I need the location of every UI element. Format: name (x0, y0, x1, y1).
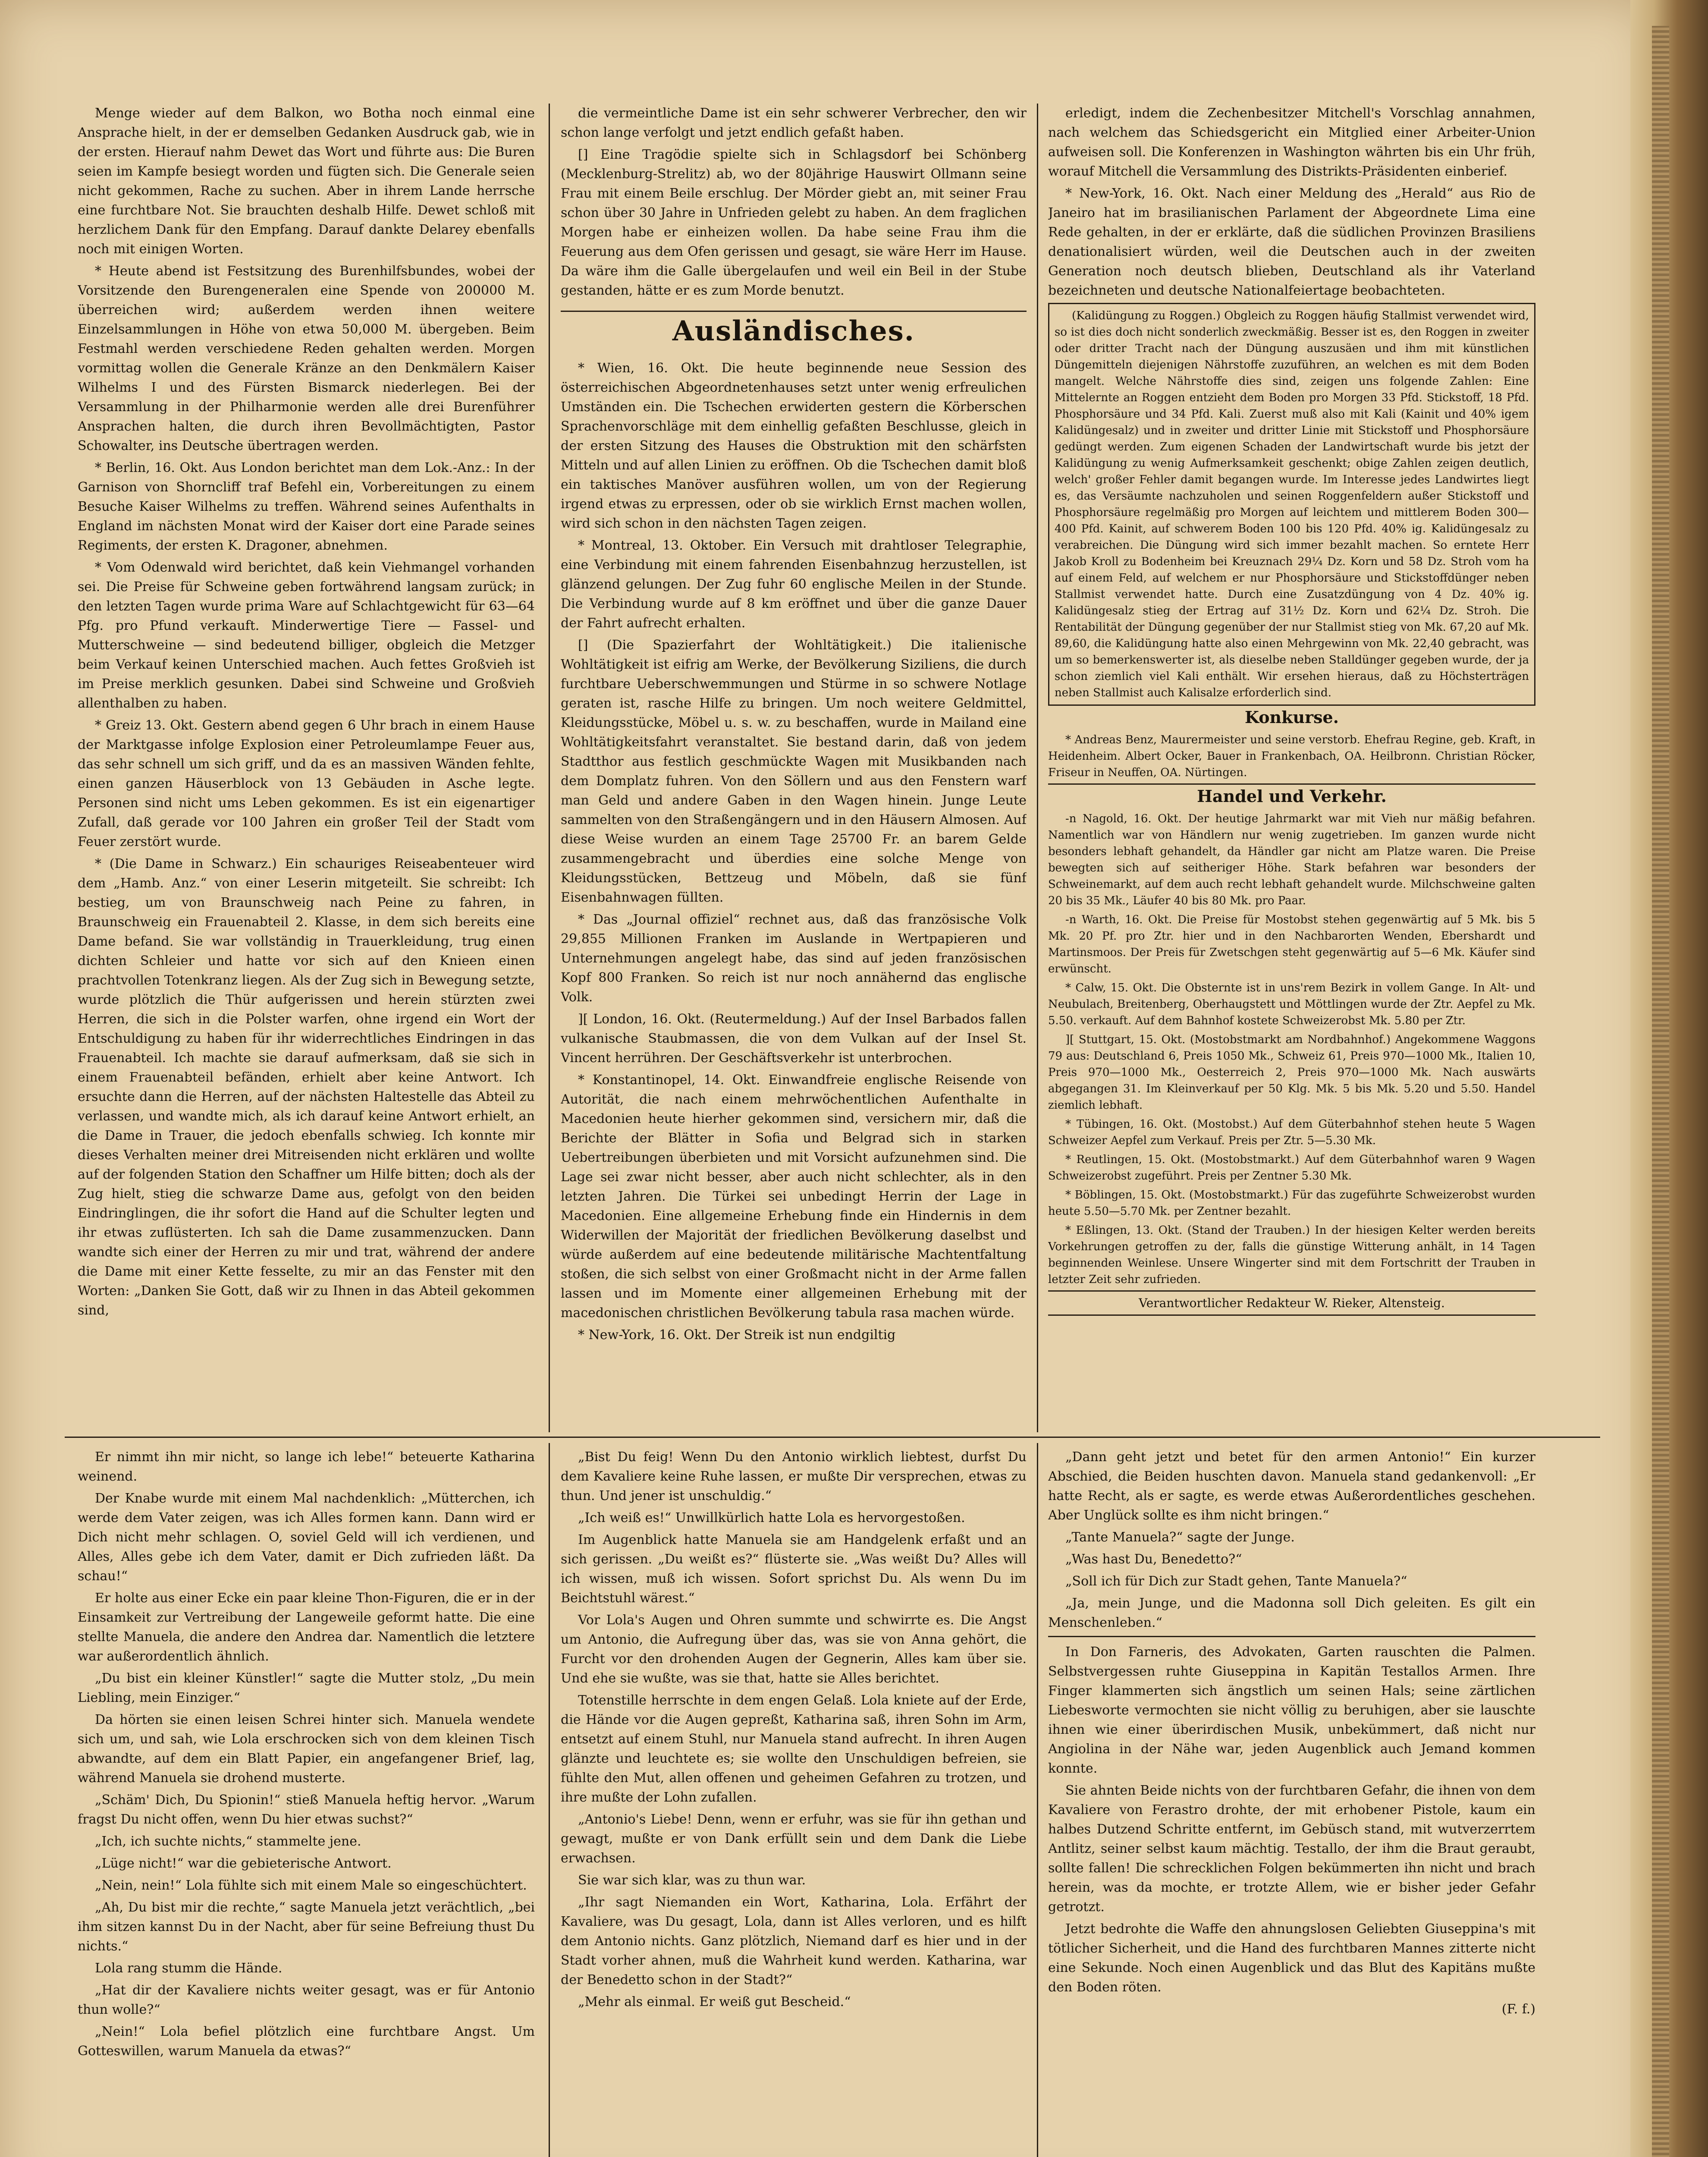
scene-break-rule (1048, 1636, 1535, 1637)
column-rule (549, 104, 550, 1432)
story-paragraph: „Ja, mein Junge, und die Madonna soll Dich geleiten. Es gilt ein Menschenleben.“ (1048, 1596, 1535, 1630)
section-heading-handel: Handel und Verkehr. (1048, 783, 1535, 808)
kalidungung-box (1048, 303, 1535, 706)
story-paragraph: In Don Farneris, des Advokaten, Garten rauschten die Palmen. Selbstvergessen ruhte Giuseppina in Kapitän Testallos Armen. Ihre Finger klammerten sich ängstlich um seinen Hals; seine zärtlichen Liebesworte vermochten sie nicht völlig zu beruhigen, aber sie lauschte ihnen wie einer überirdischen Musik, unbekümmert, daß nicht nur Angiolina in der Nähe war, jeden Augenblick auch Jemand kommen konnte. (1048, 1644, 1535, 1776)
story-paragraph: Da hörten sie einen leisen Schrei hinter sich. Manuela wendete sich um, und sah, wie Lola erschrocken sich von dem kleinen Tisch abwandte, auf dem ein Blatt Papier, ein angefangener Brief, lag, während Manuela sie drohend musterte. (78, 1712, 535, 1786)
news-item: [] (Die Spazierfahrt der Wohltätigkeit.) Die italienische Wohltätigkeit ist eifrig am Werke, der Bevölkerung Siziliens, die durch furchtbare Ueberschwemmungen und Stürme in so schwere Notlage geraten ist, rasche Hilfe zu bringen. Um noch weitere Geldmittel, Kleidungsstücke, Möbel u. s. w. zu beschaffen, wurde in Mailand eine Wohltätigkeitsfahrt veranstaltet. Sie bestand darin, daß von jedem Stadtthor aus festlich geschmückte Wagen mit Musikbanden nach dem Domplatz fuhren. Von den Söllern und aus den Fenstern warf man Geld und andere Gaben in den Wagen hinein. Junge Leute sammelten von den Straßengängern und in den Häusern Almosen. Auf diese Weise wurden an einem Tage 25700 Fr. an barem Gelde zusammengebracht und überdies eine solche Menge von Kleidungsstücken, Bettzeug und Möbeln, daß sie fünf Eisenbahnwagen füllten. (561, 638, 1027, 905)
market-report: * Tübingen, 16. Okt. (Mostobst.) Auf dem Güterbahnhof stehen heute 5 Wagen Schweizer Aepfel zum Verkauf. Preis per Ztr. 5—5.30 Mk. (1048, 1118, 1535, 1147)
story-paragraph: „Lüge nicht!“ war die gebieterische Antwort. (95, 1856, 392, 1871)
column-rule (1037, 104, 1038, 1432)
news-item: * Montreal, 13. Oktober. Ein Versuch mit drahtloser Telegraphie, eine Verbindung mit einem fahrenden Eisenbahnzug herzustellen, ist glänzend gelungen. Der Zug fuhr 60 englische Meilen in der Stunde. Die Verbindung wurde auf 8 km eröffnet und über die ganze Dauer der Fahrt aufrecht erhalten. (561, 538, 1027, 631)
news-item: Menge wieder auf dem Balkon, wo Botha noch einmal eine Ansprache hielt, in der er demselben Gedanken Ausdruck gab, wie in der ersten. Hierauf nahm Dewet das Wort und führte aus: Die Buren seien im Kampfe besiegt worden und fügten sich. Die Generale seien nicht gekommen, Rache zu suchen. Aber in ihrem Lande herrsche eine furchtbare Not. Sie brauchten deshalb Hilfe. Dewet schloß mit herzlichem Dank für den Empfang. Darauf dankte Delarey ebenfalls noch mit einigen Worten. (78, 106, 535, 257)
binding-edge (1652, 26, 1669, 2157)
story-paragraph: Jetzt bedrohte die Waffe den ahnungslosen Geliebten Giuseppina's mit tötlicher Sicherheit, und die Hand des furchtbaren Mannes zitterte nicht eine Sekunde. Noch einen Augenblick und das Blut des Kapitäns mußte den Boden röten. (1048, 1921, 1535, 1995)
story-paragraph: Totenstille herrschte in dem engen Gelaß. Lola kniete auf der Erde, die Hände vor die Augen gepreßt, Katharina saß, ihren Sohn im Arm, entsetzt auf einem Stuhl, nur Manuela stand aufrecht. In ihren Augen glänzte und leuchtete es; sie wollte den Unschuldigen befreien, sie fühlte den Mut, allen offenen und geheimen Gefahren zu trotzen, und ihre mußte der Lohn zufallen. (561, 1693, 1027, 1805)
column-rule (549, 1443, 550, 2157)
kalidungung-text: (Kalidüngung zu Roggen.) Obgleich zu Roggen häufig Stallmist verwendet wird, so ist dies doch nicht sonderlich zweckmäßig. Besser ist es, den Roggen in zweiter oder dritter Tracht nach der Düngung auszusäen und ihm mit künstlichen Düngemitteln diejenigen Nährstoffe zuzuführen, an welchen es mit dem Boden mangelt. Welche Nährstoffe dies sind, zeigen uns folgende Zahlen: Eine Mittelernte an Roggen entzieht dem Boden pro Morgen 33 Pfd. Stickstoff, 18 Pfd. Phosphorsäure und 34 Pfd. Kali. Zuerst muß also mit Kali (Kainit und 40% igem Kalidüngesalz) und in zweiter und dritter Linie mit Stickstoff und Phosphorsäure gedüngt werden. Zum eigenen Schaden der Landwirtschaft wurde bis jetzt der Kalidüngung zu wenig Aufmerksamkeit geschenkt; obige Zahlen zeigen deutlich, welch' großer Fehler damit begangen wurde. Im Interesse jedes Landwirtes liegt es, das Versäumte nachzuholen und seinen Roggenfeldern außer Stickstoff und Phosphorsäure regelmäßig pro Morgen auf leichtem und mittlerem Boden 300—400 Pfd. Kainit, auf schwerem Boden 100 bis 120 Pfd. 40% ig. Kalidüngesalz zu verabreichen. Die Düngung wird sich immer bezahlt machen. So erntete Herr Jakob Kroll zu Bodenheim bei Kreuznach 29¼ Dz. Korn und 58 Dz. Stroh vom ha auf einem Feld, auf welchem er nur Phosphorsäure und Stickstoffdünger neben Stallmist verwendet hatte. Durch eine Zusatzdüngung von 4 Dz. 40% ig. Kalidüngesalz stieg der Ertrag auf 31½ Dz. Korn und 62¼ Dz. Stroh. Die Rentabilität der Düngung gegenüber der nur Stallmist stieg von Mk. 67,20 auf Mk. 89,60, die Kalidüngung hatte also einen Mehrgewinn von Mk. 22,40 gebracht, was um so bemerkenswerter ist, als dieselbe neben Stalldünger gegeben wurde, der ja schon ziemlich viel Kali enthält. Wir ersehen hieraus, daß zu Höchsterträgen neben Stallmist auch Kalisalze erforderlich sind. (1055, 309, 1529, 699)
konkurse-text: * Andreas Benz, Maurermeister und seine verstorb. Ehefrau Regine, geb. Kraft, in Heidenheim. Albert Ocker, Bauer in Frankenbach, OA. Heilbronn. Christian Röcker, Friseur in Neuffen, OA. Nürtingen. (1048, 733, 1535, 779)
story-paragraph: Er holte aus einer Ecke ein paar kleine Thon-Figuren, die er in der Einsamkeit zur Vertreibung der Langeweile geformt hatte. Die eine stellte Manuela, die andere den Andrea dar. Namentlich die letztere war außerordentlich ähnlich. (78, 1591, 535, 1664)
story-paragraph: Vor Lola's Augen und Ohren summte und schwirrte es. Die Angst um Antonio, die Aufregung über das, was sie von Anna gehört, die Furcht vor den drohenden Augen der Gegnerin, Alles kam über sie. Und ehe sie wußte, was sie that, hatte sie Alles berichtet. (561, 1613, 1027, 1686)
feuilleton-column-2 (561, 1447, 1027, 2157)
news-item: * Berlin, 16. Okt. Aus London berichtet man dem Lok.-Anz.: In der Garnison von Shorncliff traf Befehl ein, Vorbereitungen zu einem Besuche Kaiser Wilhelms zu treffen. Während seines Aufenthalts in England im nächsten Monat wird der Kaiser dort eine Parade seines Regiments, der ersten K. Dragoner, abnehmen. (78, 460, 535, 553)
news-item: * New-York, 16. Okt. Der Streik ist nun endgiltig (578, 1327, 896, 1343)
news-item: * Konstantinopel, 14. Okt. Einwandfreie englische Reisende von Autorität, die nach einem mehrwöchentlichen Aufenthalte in Macedonien heute hierher gekommen sind, versichern mir, daß die Berichte der Blätter in Sofia und Belgrad sich in starken Uebertreibungen überbieten und mit Vorsicht aufzunehmen sind. Die Lage sei zwar nicht besser, aber auch nicht schlechter, als in den letzten Jahren. Die Türkei sei unbedingt Herrin der Lage in Macedonien. Eine allgemeine Erhebung finde ein Hindernis in dem Widerwillen der Majorität der friedlichen Bevölkerung daselbst und würde außerdem auf eine bedeutende militärische Machtentfaltung stoßen, die sich selbst von einer Großmacht nicht in der Arme fallen lassen und im Momente einer allgemeinen Erhebung mit der macedonischen christlichen Bevölkerung tabula rasa machen würde. (561, 1072, 1027, 1321)
market-report: * Reutlingen, 15. Okt. (Mostobstmarkt.) Auf dem Güterbahnhof waren 9 Wagen Schweizerobst zugeführt. Preis per Zentner 5.30 Mk. (1048, 1153, 1535, 1182)
story-paragraph: „Mehr als einmal. Er weiß gut Bescheid.“ (578, 1994, 851, 2009)
news-item: * Wien, 16. Okt. Die heute beginnende neue Session des österreichischen Abgeordnetenhauses setzt unter wenig erfreulichen Umständen ein. Die Tschechen erwiderten gestern die Körberschen Sprachenvorschläge mit dem einhellig gefaßten Beschlusse, gleich in der ersten Sitzung des Hauses die Obstruktion mit den schärfsten Mitteln und auf allen Linien zu eröffnen. Ob die Tschechen damit bloß ein taktisches Manöver ausführen wollen, um von der Regierung irgend etwas zu erpressen, oder ob sie wirklich Ernst machen wollen, wird sich schon in den nächsten Tagen zeigen. (561, 361, 1027, 531)
story-paragraph: „Ihr sagt Niemanden ein Wort, Katharina, Lola. Erfährt der Kavaliere, was Du gesagt, Lola, dann ist Alles verloren, und es hilft dem Antonio nichts. Ganz plötzlich, Niemand darf es hier und in der Stadt vorher ahnen, muß die Wahrheit kund werden. Katharina, war der Benedetto schon in der Stadt?“ (561, 1895, 1027, 1987)
story-paragraph: Im Augenblick hatte Manuela sie am Handgelenk erfaßt und an sich gerissen. „Du weißt es?“ flüsterte sie. „Was weißt Du? Alles will ich wissen, muß ich wissen. Sofort sprichst Du. Als wenn Du im Beichtstuhl wärest.“ (561, 1532, 1027, 1606)
story-paragraph: „Ich, ich suchte nichts,“ stammelte jene. (95, 1834, 361, 1849)
story-paragraph: „Schäm' Dich, Du Spionin!“ stieß Manuela heftig hervor. „Warum fragst Du nicht offen, wenn Du hier etwas suchst?“ (78, 1792, 535, 1827)
feuilleton-column-1 (78, 1447, 535, 2157)
story-paragraph: „Soll ich für Dich zur Stadt gehen, Tante Manuela?“ (1065, 1574, 1407, 1589)
story-paragraph: „Hat dir der Kavaliere nichts weiter gesagt, was er für Antonio thun wolle?“ (78, 1983, 535, 2017)
news-item: * New-York, 16. Okt. Nach einer Meldung des „Herald“ aus Rio de Janeiro hat im brasilianischen Parlament der Abgeordnete Lima eine Rede gehalten, in der er erklärte, daß die südlichen Provinzen Brasiliens denationalisiert würden, weil die Deutschen auch in der zweiten Generation noch deutsch blieben, Deutschland als ihr Vaterland bezeichneten und deutsche Nationalfeiertage beobachteten. (1048, 186, 1535, 298)
feuilleton-rule (65, 1437, 1600, 1438)
story-paragraph: „Nein!“ Lola befiel plötzlich eine furchtbare Angst. Um Gotteswillen, warum Manuela da etwas?“ (78, 2024, 535, 2059)
story-paragraph: Der Knabe wurde mit einem Mal nachdenklich: „Mütterchen, ich werde dem Vater zeigen, was ich Alles formen kann. Dann wird er Dich nicht mehr schlagen. O, soviel Geld will ich verdienen, und Alles, Alles gebe ich dem Vater, damit er Dich zufrieden läßt. Da schau!“ (78, 1491, 535, 1584)
story-paragraph: „Tante Manuela?“ sagte der Junge. (1065, 1530, 1295, 1545)
story-paragraph: „Dann geht jetzt und betet für den armen Antonio!“ Ein kurzer Abschied, die Beiden huschten davon. Manuela stand gedankenvoll: „Er hatte Recht, als er sagte, es werde etwas Außerordentliches geschehen. Aber Unglück sollte es ihm nicht bringen.“ (1048, 1450, 1535, 1523)
story-paragraph: „Was hast Du, Benedetto?“ (1065, 1552, 1242, 1567)
news-item: erledigt, indem die Zechenbesitzer Mitchell's Vorschlag annahmen, nach welchem das Schiedsgericht ein Mitglied einer Arbeiter-Union aufweisen soll. Die Konferenzen in Washington währten bis ein Uhr früh, worauf Mitchell die Versammlung des Distrikts-Präsidenten einberief. (1048, 106, 1535, 179)
news-item: * Heute abend ist Festsitzung des Burenhilfsbundes, wobei der Vorsitzende den Burengeneralen eine Spende von 200000 M. überreichen wird; außerdem werden ihnen weitere Einzelsammlungen in Höhe von etwa 50,000 M. übergeben. Beim Festmahl werden verschiedene Reden gehalten werden. Morgen vormittag wollen die Generale Kränze an den Denkmälern Kaiser Wilhelms I und des Fürsten Bismarck niederlegen. Bei der Versammlung in der Philharmonie werden alle drei Burenführer Ansprachen halten, die durch ihren Bevollmächtigten, Pastor Schowalter, ins Deutsche übertragen werden. (78, 264, 535, 453)
news-item: * Vom Odenwald wird berichtet, daß kein Viehmangel vorhanden sei. Die Preise für Schweine geben fortwährend langsam zurück; in den letzten Tagen wurde prima Ware auf Schlachtgewicht für 63—64 Pfg. pro Pfund verkauft. Minderwertige Tiere — Fassel- und Mutterschweine — sind bedeutend billiger, obgleich die Metzger beim Verkauf keinen Unterschied machen. Auch fettes Großvieh ist im Preise merklich gesunken. Dabei sind Schweine und Großvieh allenthalben zu haben. (78, 560, 535, 711)
news-column-1 (78, 104, 535, 1432)
market-report: * Calw, 15. Okt. Die Obsternte ist in uns'rem Bezirk in vollem Gange. In Alt- und Neubulach, Breitenberg, Oberhaugstett und Möttlingen wurde der Ztr. Aepfel zu Mk. 5.50. verkauft. Auf dem Bahnhof kostete Schweizerobst Mk. 5.80 per Ztr. (1048, 981, 1535, 1027)
news-item: die vermeintliche Dame ist ein sehr schwerer Verbrecher, den wir schon lange verfolgt und jetzt endlich gefaßt haben. (561, 106, 1027, 140)
section-heading-konkurse: Konkurse. (1245, 707, 1339, 727)
news-item: * (Die Dame in Schwarz.) Ein schauriges Reiseabenteuer wird dem „Hamb. Anz.“ von einer Leserin mitgeteilt. Sie schreibt: Ich bestieg, um von Braunschweig nach Peine zu fahren, in Braunschweig ein Frauenabteil 2. Klasse, in dem sich bereits eine Dame befand. Sie war vollständig in Trauerkleidung, trug einen dichten Schleier und hatte vor sich auf den Knieen einen prachtvollen Totenkranz liegen. Als der Zug sich in Bewegung setzte, wurde plötzlich die Thür aufgerissen und herein stürzten zwei Herren, die sich in die Polster warfen, ohne irgend ein Wort der Entschuldigung zu haben für ihr widerrechtliches Eindringen in das Frauenabteil. Ich machte sie darauf aufmerksam, daß sie sich in einem Frauenabteil befänden, erhielt aber keine Antwort. Ich ersuchte dann die Herren, auf der nächsten Haltestelle das Abteil zu verlassen, und wandte mich, als ich darauf keine Antwort erhielt, an die Dame in Trauer, die jedoch ebenfalls schwieg. Ich konnte mir dieses Verhalten meiner drei Mitreisenden nicht erklären und wollte auf der folgenden Station den Schaffner um Hilfe bitten; doch als der Zug hielt, stieg die schwarze Dame aus, gefolgt von den beiden Eindringlingen, die ihr sofort die Hand auf die Schulter legten und ihr etwas zuflüsterten. Ich sah die Dame zusammenzucken. Dann wandte sich einer der Herren zu mir und trat, während der andere die Dame mit einer Kette fesselte, zu mir an das Fenster mit den Worten: „Danken Sie Gott, daß wir zu Ihnen in das Abteil gekommen sind, (78, 856, 535, 1318)
story-paragraph: Sie ahnten Beide nichts von der furchtbaren Gefahr, die ihnen von dem Kavaliere von Ferastro drohte, der mit erhobener Pistole, kaum ein halbes Dutzend Schritte entfernt, im Gebüsch stand, mit wutverzerrtem Antlitz, seiner selbst kaum mächtig. Testallo, der ihm die Braut geraubt, sollte fallen! Die schrecklichen Folgen bekümmerten ihn nicht und brach herein, was da mochte, er trotzte Allem, wie er bisher jeder Gefahr getrotzt. (1048, 1783, 1535, 1915)
story-paragraph: „Bist Du feig! Wenn Du den Antonio wirklich liebtest, durfst Du dem Kavaliere keine Ruhe lassen, er mußte Dir versprechen, etwas zu thun. Und jener ist unschuldig.“ (561, 1450, 1027, 1503)
news-item: [] Eine Tragödie spielte sich in Schlagsdorf bei Schönberg (Mecklenburg-Strelitz) ab, wo der 80jährige Hauswirt Ollmann seine Frau mit einem Beile erschlug. Der Mörder giebt an, mit seiner Frau schon über 30 Jahre in Unfrieden gelebt zu haben. An dem fraglichen Morgen habe er einheizen wollen. Da habe seine Frau ihm die Feuerung aus dem Ofen gerissen und gesagt, sie wäre Herr im Hause. Da wäre ihm die Galle übergelaufen und weil ein Beil in der Stube gestanden, hätte er es zum Morde benutzt. (561, 147, 1027, 298)
story-paragraph: Lola rang stumm die Hände. (95, 1961, 283, 1976)
book-spine (1630, 0, 1708, 2157)
continuation-mark: (F. f.) (1501, 2002, 1535, 2017)
story-paragraph: „Ich weiß es!“ Unwillkürlich hatte Lola es hervorgestoßen. (578, 1510, 965, 1525)
story-paragraph: „Ah, Du bist mir die rechte,“ sagte Manuela jetzt verächtlich, „bei ihm sitzen kannst Du in der Nacht, aber für seine Befreiung thust Du nichts.“ (78, 1900, 535, 1954)
market-report: * Eßlingen, 13. Okt. (Stand der Trauben.) In der hiesigen Kelter werden bereits Vorkehrungen getroffen zu der, falls die günstige Witterung anhält, in 14 Tagen beginnenden Weinlese. Unsere Wingerter sind mit dem Fortschritt der Trauben in letzter Zeit sehr zufrieden. (1048, 1224, 1535, 1286)
editor-line: Verantwortlicher Redakteur W. Rieker, Altensteig. (1048, 1290, 1535, 1316)
column-rule (1037, 1443, 1038, 2157)
market-report: ][ Stuttgart, 15. Okt. (Mostobstmarkt am Nordbahnhof.) Angekommene Waggons 79 aus: Deutschland 6, Preis 1050 Mk., Schweiz 61, Preis 970—1000 Mk., Italien 10, Preis 970—1000 Mk., Oesterreich 2, Preis 970—1000 Mk. Nach auswärts abgegangen 31. Im Kleinverkauf per 50 Klg. Mk. 5 bis Mk. 5.20 und 5.50. Handel ziemlich lebhaft. (1048, 1033, 1535, 1112)
market-report: -n Nagold, 16. Okt. Der heutige Jahrmarkt war mit Vieh nur mäßig befahren. Namentlich war von Händlern nur wenig zugetrieben. Im ganzen wurde nicht besonders lebhaft gehandelt, da Händler gar nicht am Platze waren. Die Preise bewegten sich auf seitheriger Höhe. Stark befahren war besonders der Schweinemarkt, auf dem auch recht lebhaft gehandelt wurde. Milchschweine galten 20 bis 35 Mk., Läufer 40 bis 80 Mk. pro Paar. (1048, 812, 1535, 907)
section-heading-auslaendisches: Ausländisches. (561, 311, 1027, 351)
story-paragraph: „Antonio's Liebe! Denn, wenn er erfuhr, was sie für ihn gethan und gewagt, mußte er von Dank erfüllt sein und dem Dank die Liebe erwachsen. (561, 1812, 1027, 1866)
story-paragraph: „Nein, nein!“ Lola fühlte sich mit einem Male so eingeschüchtert. (95, 1878, 527, 1893)
feuilleton-column-3 (1048, 1447, 1535, 2157)
market-report: * Böblingen, 15. Okt. (Mostobstmarkt.) Für das zugeführte Schweizerobst wurden heute 5.50—5.70 Mk. per Zentner bezahlt. (1048, 1189, 1535, 1218)
story-paragraph: „Du bist ein kleiner Künstler!“ sagte die Mutter stolz, „Du mein Liebling, mein Einziger.“ (78, 1671, 535, 1705)
news-item: * Das „Journal offiziel“ rechnet aus, daß das französische Volk 29,855 Millionen Franken im Auslande in Wertpapieren und Unternehmungen angelegt habe, das sind auf jeden französischen Kopf 800 Franken. So reich ist nur noch annähernd das englische Volk. (561, 912, 1027, 1005)
news-column-3 (1048, 104, 1535, 1432)
market-report: -n Warth, 16. Okt. Die Preise für Mostobst stehen gegenwärtig auf 5 Mk. bis 5 Mk. 20 Pf. pro Ztr. hier und in den Nachbarorten Wenden, Ebershardt und Martinsmoos. Der Preis für Zwetschgen steht gegenwärtig auf 5—6 Mk. Käufer sind erwünscht. (1048, 913, 1535, 975)
story-paragraph: Er nimmt ihn mir nicht, so lange ich lebe!“ beteuerte Katharina weinend. (78, 1450, 535, 1484)
story-paragraph: Sie war sich klar, was zu thun war. (578, 1873, 806, 1888)
news-column-2 (561, 104, 1027, 1432)
news-item: * Greiz 13. Okt. Gestern abend gegen 6 Uhr brach in einem Hause der Marktgasse infolge Explosion einer Petroleumlampe Feuer aus, das sehr schnell um sich griff, und da es an massiven Wänden fehlte, einen ganzen Häuserblock von 13 Gebäuden in Asche legte. Personen sind nicht ums Leben gekommen. Es ist ein eigenartiger Zufall, daß gerade vor 100 Jahren ein großer Teil der Stadt vom Feuer zerstört wurde. (78, 718, 535, 849)
news-item: ][ London, 16. Okt. (Reutermeldung.) Auf der Insel Barbados fallen vulkanische Staubmassen, die von dem Vulkan auf der Insel St. Vincent herrühren. Der Geschäftsverkehr ist unterbrochen. (561, 1012, 1027, 1066)
